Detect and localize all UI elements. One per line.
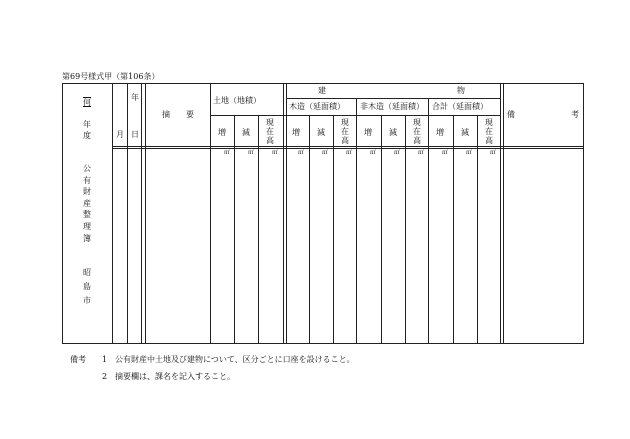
non-wooden-current-header: 現在高 — [413, 118, 421, 145]
wooden-increase-unit: ㎡ — [298, 149, 305, 156]
note-1-number: 1 — [102, 355, 108, 364]
land-decrease-unit: ㎡ — [248, 149, 255, 156]
total-increase-header: 増 — [436, 128, 444, 137]
table-border-right — [583, 83, 584, 344]
header-remarks-right: 考 — [571, 110, 579, 119]
notes-label: 備考 — [70, 355, 86, 364]
non-wooden-decrease-unit: ㎡ — [394, 149, 401, 156]
total-current-unit: ㎡ — [490, 149, 497, 156]
land-increase-unit: ㎡ — [224, 149, 231, 156]
total-increase-unit: ㎡ — [442, 149, 449, 156]
land-increase-header: 増 — [218, 128, 226, 137]
wooden-decrease-unit: ㎡ — [322, 149, 329, 156]
land-current-header: 現在高 — [266, 118, 274, 145]
header-total: 合計（延面積） — [432, 102, 488, 111]
city-name: 昭 島 市 — [83, 268, 99, 305]
header-day: 日 — [131, 130, 139, 139]
header-land: 土地（地積） — [213, 96, 261, 105]
note-2-number: 2 — [102, 372, 108, 381]
year-prefix: 何 — [83, 98, 91, 107]
land-current-unit: ㎡ — [272, 149, 279, 156]
header-summary: 摘 要 — [162, 110, 194, 119]
total-decrease-header: 減 — [461, 128, 469, 137]
header-building-right: 物 — [457, 86, 465, 95]
wooden-current-unit: ㎡ — [346, 149, 353, 156]
register-name: 公有財産整理簿 — [83, 164, 91, 243]
non-wooden-current-unit: ㎡ — [418, 149, 425, 156]
header-year: 年 — [131, 93, 139, 102]
non-wooden-decrease-header: 減 — [389, 128, 397, 137]
total-decrease-unit: ㎡ — [466, 149, 473, 156]
form-title: 第69号様式甲（第106条） — [62, 72, 160, 81]
header-building-left: 建 — [318, 86, 326, 95]
wooden-increase-header: 増 — [292, 128, 300, 137]
wooden-current-header: 現在高 — [341, 118, 349, 145]
non-wooden-increase-header: 増 — [364, 128, 372, 137]
note-2-text: 摘要欄は、課名を記入すること。 — [115, 372, 235, 381]
total-current-header: 現在高 — [485, 118, 493, 145]
non-wooden-increase-unit: ㎡ — [370, 149, 377, 156]
header-month: 月 — [116, 130, 124, 139]
header-remarks-left: 備 — [507, 110, 515, 119]
note-1-text: 公有財産中土地及び建物について、区分ごとに口座を設けること。 — [115, 355, 355, 364]
wooden-decrease-header: 減 — [317, 128, 325, 137]
header-wooden: 木造（延面積） — [289, 102, 345, 111]
year-suffix: 年 度 — [83, 120, 99, 140]
land-decrease-header: 減 — [242, 128, 250, 137]
table-border-left — [62, 83, 63, 344]
header-non-wooden: 非木造（延面積） — [360, 102, 424, 111]
